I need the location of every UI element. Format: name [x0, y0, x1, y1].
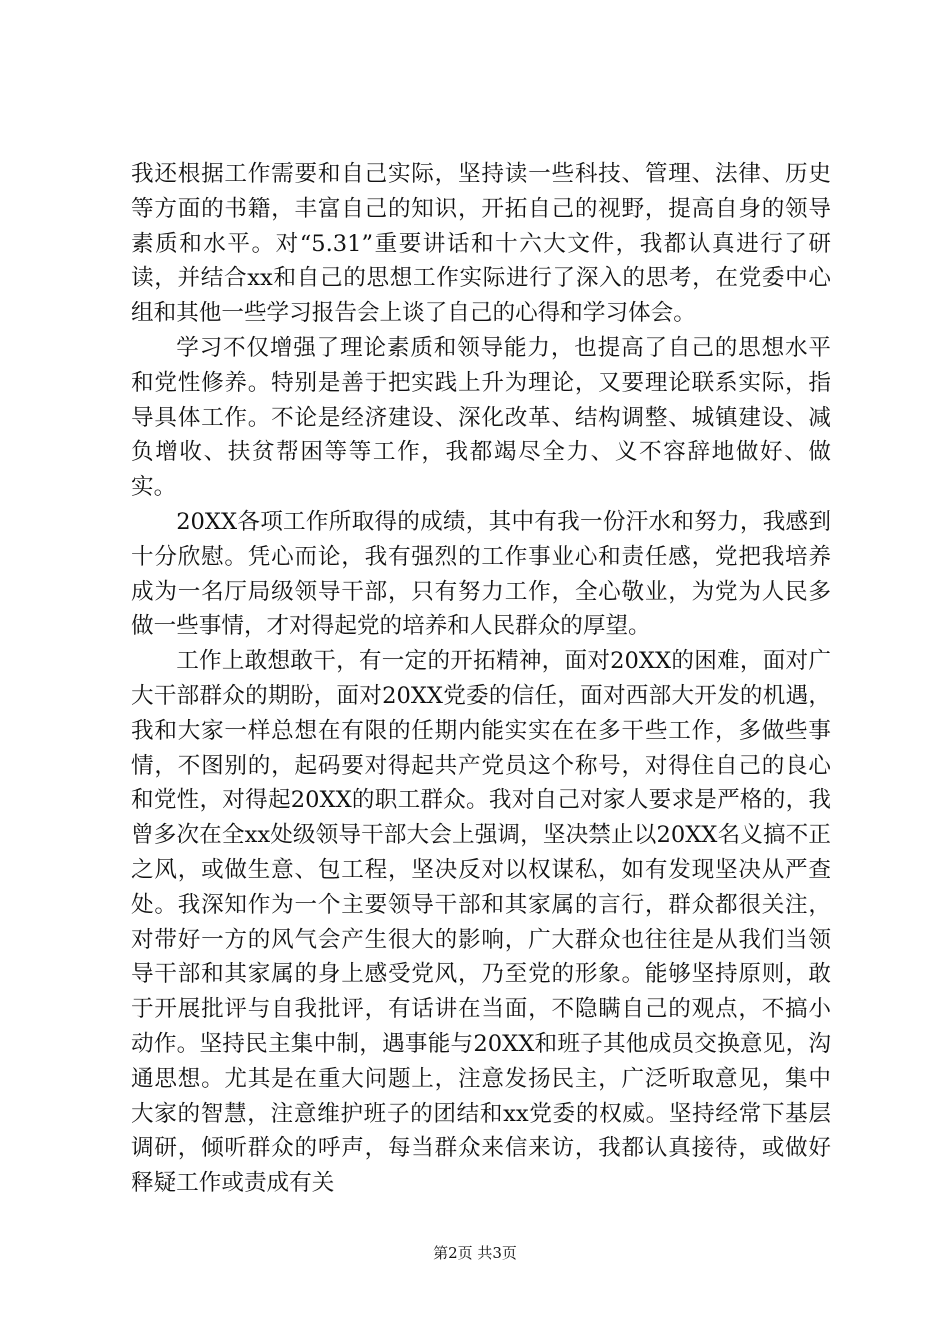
paragraph-1: 我还根据工作需要和自己实际，坚持读一些科技、管理、法律、历史等方面的书籍，丰富自己的知识，开拓自己的视野，提高自身的领导素质和水平。对“5.31”重要讲话和十六大文件，我都认真进行了研读，并结合xx和自己的思想工作实际进行了深入的思考，在党委中心组和其他一些学习报告会上谈了自己的心得和学习体会。 [131, 161, 831, 327]
paragraph-4: 工作上敢想敢干，有一定的开拓精神，面对20XX的困难，面对广大干部群众的期盼，面对20XX党委的信任，面对西部大开发的机遇，我和大家一样总想在有限的任期内能实实在在多干些工作，多做些事情，不图别的，起码要对得起共产党员这个称号，对得住自己的良心和党性，对得起20XX的职工群众。我对自己对家人要求是严格的，我曾多次在全xx处级领导干部大会上强调，坚决禁止以20XX名义搞不正之风，或做生意、包工程，坚决反对以权谋私，如有发现坚决从严查处。我深知作为一个主要领导干部和其家属的言行，群众都很关注，对带好一方的风气会产生很大的影响，广大群众也往往是从我们当领导干部和其家属的身上感受党风，乃至党的形象。能够坚持原则，敢于开展批评与自我批评，有话讲在当面，不隐瞒自己的观点，不搞小动作。坚持民主集中制，遇事能与20XX和班子其他成员交换意见，沟通思想。尤其是在重大问题上，注意发扬民主，广泛听取意见，集中大家的智慧，注意维护班子的团结和xx党委的权威。坚持经常下基层调研，倾听群众的呼声，每当群众来信来访，我都认真接待，或做好释疑工作或责成有关 [131, 648, 831, 1197]
paragraph-2: 学习不仅增强了理论素质和领导能力，也提高了自己的思想水平和党性修养。特别是善于把实践上升为理论，又要理论联系实际，指导具体工作。不论是经济建设、深化改革、结构调整、城镇建设、减负增收、扶贫帮困等等工作，我都竭尽全力、义不容辞地做好、做实。 [131, 334, 831, 501]
page-footer: 第2页 共3页 [433, 1244, 517, 1262]
body-text [131, 157, 831, 1201]
paragraph-3: 20XX各项工作所取得的成绩，其中有我一份汗水和努力，我感到十分欣慰。凭心而论，我有强烈的工作事业心和责任感，党把我培养成为一名厅局级领导干部，只有努力工作，全心敬业，为党为人民多做一些事情，才对得起党的培养和人民群众的厚望。 [131, 508, 831, 640]
